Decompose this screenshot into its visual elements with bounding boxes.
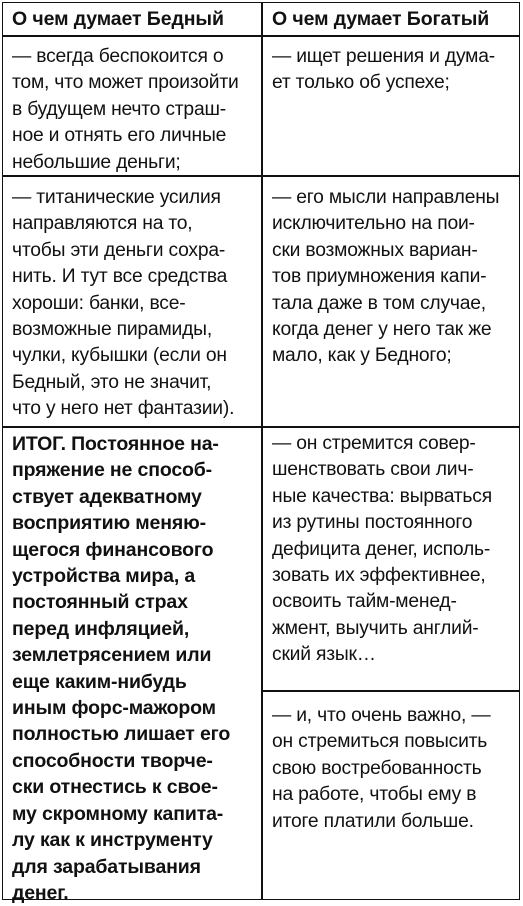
text-line: нить. И тут все средства [12,266,228,288]
text-line: землетрясением или [12,644,212,667]
row3-poor-cell [12,431,230,906]
text-line: жмент, выучить англий- [272,617,479,639]
text-line: ствует адекватному [12,485,202,508]
text-line: освоить тайм-менед- [272,591,457,613]
text-line: устройства мира, а [12,565,196,588]
text-line: в будущем нечто страш- [12,98,226,120]
text-line: — он стремится совер- [272,433,476,454]
text-line: ский язык… [272,644,376,666]
row3-rich-cell-b [272,703,490,835]
text-line: денег. [12,881,69,904]
row3-rich-cell-a [272,431,492,669]
header-divider [3,35,519,37]
text-line: ски возможных вариан- [272,239,478,261]
comparison-table [2,2,520,904]
text-line: небольшие деньги; [12,151,181,173]
text-line: чулки, кубышки (если он [12,345,227,367]
row1-poor-cell [12,44,239,176]
header-rich-label: О чем думает Богатый [272,8,490,30]
text-line: хороши: банки, все- [12,292,186,314]
column-divider [261,3,263,899]
sub-row-divider [261,690,520,692]
text-line: лу как к инструменту [12,829,213,852]
header-poor [12,6,224,32]
header-poor-label: О чем думает Бедный [12,8,224,30]
text-line: ные качества: вырваться [272,485,492,507]
text-line: итоге платили больше. [272,810,474,832]
text-line: пряжение не способ- [12,459,213,482]
text-line: ное и отнять его личные [12,125,227,147]
row2-poor-cell [12,185,234,423]
text-line: — и, что очень важно, — [272,705,491,726]
text-line: Бедный, это не значит, [12,371,212,393]
text-line: шенствовать свои лич- [272,459,474,481]
text-line: для зарабатывания [12,855,201,878]
text-line: полностью лишает его [12,723,231,746]
text-line: мало, как у Бедного; [272,345,452,367]
row1-rich-cell [272,44,495,97]
text-line: тала даже в том случае, [272,292,486,314]
text-line: на работе, чтобы ему в [272,784,477,806]
text-line: иным форс-мажором [12,697,216,720]
text-line: еще каким-нибудь [12,670,187,693]
header-rich [272,6,489,32]
text-line: когда денег у него так же [272,319,492,341]
text-line: дефицита денег, исполь- [272,538,491,560]
text-line: ИТОГ. Постоянное на- [12,433,219,455]
text-line: — его мысли направлены [272,187,500,208]
text-line: из рутины постоянного [272,512,473,534]
text-line: щегося финансового [12,538,214,561]
row2-rich-cell [272,185,499,370]
text-line: зовать их эффективнее, [272,565,486,587]
text-line: свою востребованность [272,757,482,779]
text-line: — ищет решения и дума- [272,46,495,67]
text-line: постоянный страх [12,591,188,614]
text-line: направляются на то, [12,213,193,235]
text-line: перед инфляцией, [12,617,190,640]
text-line: способности творче- [12,749,213,772]
text-line: му скромному капита- [12,802,224,825]
text-line: он стремиться повысить [272,731,488,753]
text-line: ски отнестись к свое- [12,776,218,799]
text-line: исключительно на пои- [272,213,475,235]
text-line: что у него нет фантазии). [12,398,235,420]
text-line: восприятию меняю- [12,512,206,535]
text-line: возможные пирамиды, [12,319,212,341]
row-divider [3,426,519,428]
text-line: том, что может произойти [12,72,239,94]
text-line: — титанические усилия [12,187,221,208]
text-line: — всегда беспокоится о [12,46,224,67]
text-line: ет только об успехе; [272,72,450,94]
text-line: чтобы эти деньги сохра- [12,239,226,261]
text-line: тов приумножения капи- [272,266,487,288]
